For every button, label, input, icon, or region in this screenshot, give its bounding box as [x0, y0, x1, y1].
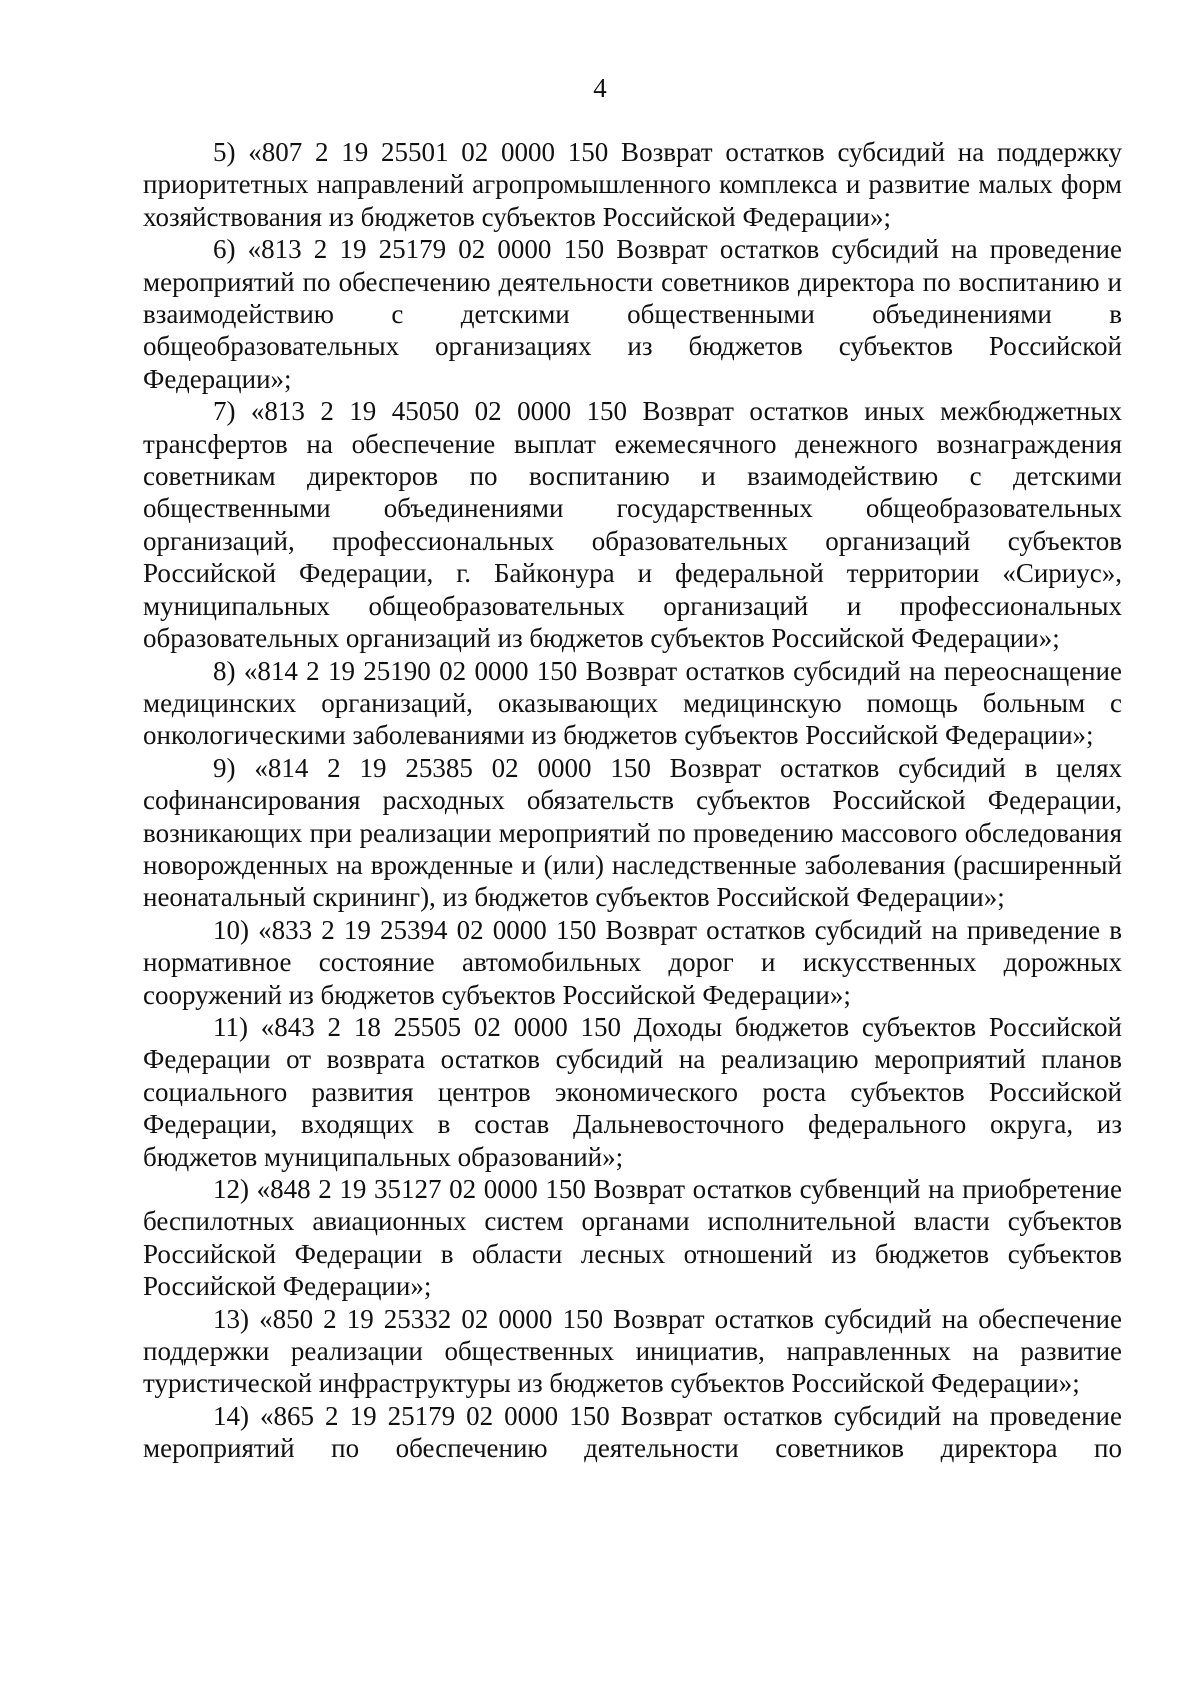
document-body [143, 136, 1122, 1465]
list-item-9: 9) «814 2 19 25385 02 0000 150 Возврат остатков субсидий в целях софинансирования расходных обязательств субъектов Российской Федерации, возникающих при реализации мероприятий по проведению массового обследования новорожденных на врожденные и (или) наследственные заболевания (расширенный неонатальный скрининг), из бюджетов субъектов Российской Федерации»; [143, 752, 1122, 913]
list-item-5: 5) «807 2 19 25501 02 0000 150 Возврат остатков субсидий на поддержку приоритетных направлений агропромышленного комплекса и развитие малых форм хозяйствования из бюджетов субъектов Российской Федерации»; [143, 137, 1122, 232]
list-item-7: 7) «813 2 19 45050 02 0000 150 Возврат остатков иных межбюджетных трансфертов на обеспечение выплат ежемесячного денежного вознаграждения советникам директоров по воспитанию и взаимодействию с детскими общественными объединениями государственных общеобразовательных организаций, профессиональных образовательных организаций субъектов Российской Федерации, г. Байконура и федеральной территории «Сириус», муниципальных общеобразовательных организаций и профессиональных образовательных организаций из бюджетов субъектов Российской Федерации»; [143, 396, 1122, 654]
list-item-6: 6) «813 2 19 25179 02 0000 150 Возврат остатков субсидий на проведение мероприятий по обеспечению деятельности советников директора по воспитанию и взаимодействию с детскими общественными объединениями в общеобразовательных организациях из бюджетов субъектов Российской Федерации»; [143, 234, 1122, 394]
list-item-14: 14) «865 2 19 25179 02 0000 150 Возврат остатков субсидий на проведение мероприятий по обеспечению деятельности советников директора по [143, 1400, 1122, 1464]
list-item-8: 8) «814 2 19 25190 02 0000 150 Возврат остатков субсидий на переоснащение медицинских организаций, оказывающих медицинскую помощь больным с онкологическими заболеваниями из бюджетов субъектов Российской Федерации»; [143, 655, 1122, 751]
list-item-11: 11) «843 2 18 25505 02 0000 150 Доходы бюджетов субъектов Российской Федерации от возврата остатков субсидий на реализацию мероприятий планов социального развития центров экономического роста субъектов Российской Федерации, входящих в состав Дальневосточного федерального округа, из бюджетов муниципальных образований»; [143, 1011, 1122, 1172]
list-item-10: 10) «833 2 19 25394 02 0000 150 Возврат остатков субсидий на приведение в нормативное состояние автомобильных дорог и искусственных дорожных сооружений из бюджетов субъектов Российской Федерации»; [143, 914, 1122, 1010]
page-number: 4 [593, 73, 607, 103]
list-item-13: 13) «850 2 19 25332 02 0000 150 Возврат остатков субсидий на обеспечение поддержки реализации общественных инициатив, направленных на развитие туристической инфраструктуры из бюджетов субъектов Российской Федерации»; [143, 1303, 1122, 1399]
list-item-12: 12) «848 2 19 35127 02 0000 150 Возврат остатков субвенций на приобретение беспилотных авиационных систем органами исполнительной власти субъектов Российской Федерации в области лесных отношений из бюджетов субъектов Российской Федерации»; [143, 1174, 1122, 1302]
